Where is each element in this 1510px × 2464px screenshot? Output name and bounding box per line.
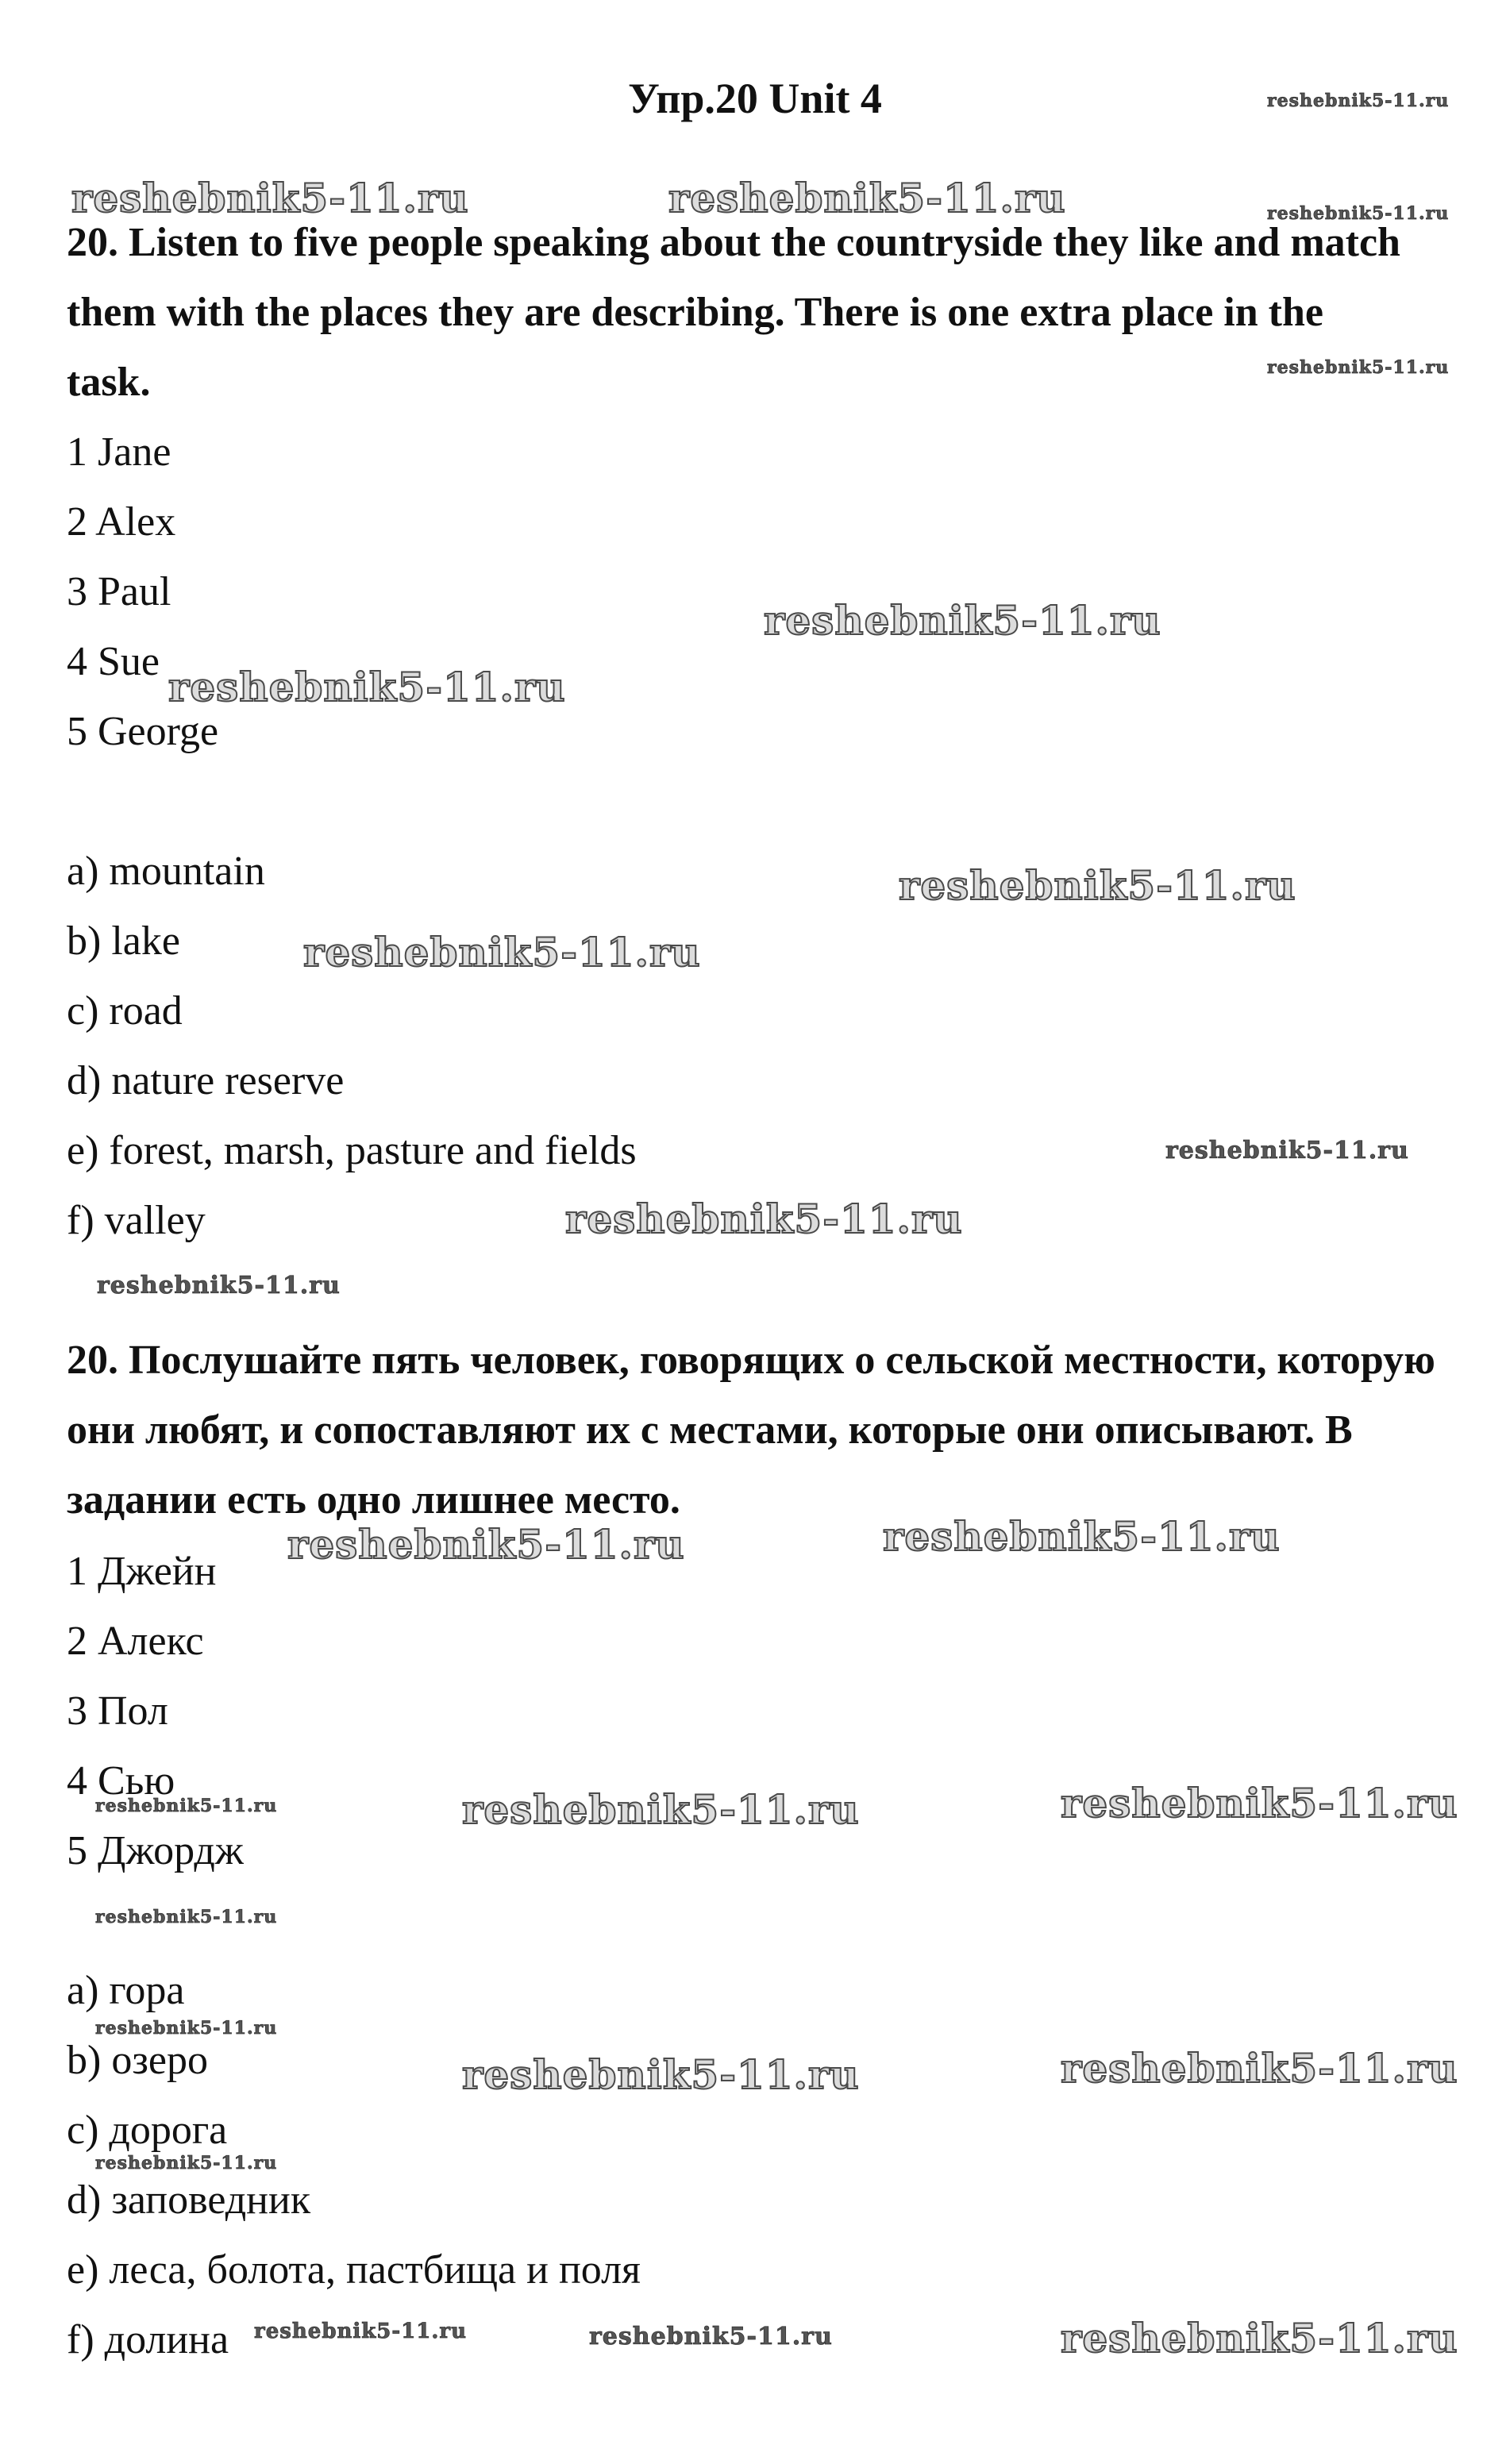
watermark: reshebnik5-11.ru [462, 1786, 860, 1833]
watermark: reshebnik5-11.ru [1267, 357, 1450, 378]
person-item: 2 Алекс [67, 1619, 204, 1664]
place-item: f) долина [67, 2317, 229, 2362]
place-item: a) гора [67, 1968, 185, 2013]
watermark: reshebnik5-11.ru [95, 2018, 278, 2039]
watermark: reshebnik5-11.ru [1061, 1780, 1458, 1827]
place-item: b) озеро [67, 2038, 208, 2083]
person-item: 5 Джордж [67, 1828, 244, 1873]
person-item: 1 Джейн [67, 1549, 217, 1594]
watermark: reshebnik5-11.ru [303, 929, 701, 976]
watermark: reshebnik5-11.ru [95, 1796, 278, 1816]
task-instruction-ru: 20. Послушайте пять человек, говорящих о сельской местности, которую они любят, и сопоставляют их с местами, которые они описывают. В задании есть одно лишнее место. [67, 1338, 1435, 1523]
watermark: reshebnik5-11.ru [565, 1195, 963, 1242]
person-item: 2 Alex [67, 499, 176, 545]
watermark: reshebnik5-11.ru [1061, 2315, 1458, 2362]
watermark: reshebnik5-11.ru [1165, 1137, 1409, 1165]
watermark: reshebnik5-11.ru [1061, 2045, 1458, 2092]
watermark: reshebnik5-11.ru [254, 2320, 468, 2343]
person-item: 1 Jane [67, 429, 171, 475]
place-item: d) заповедник [67, 2177, 311, 2223]
watermark: reshebnik5-11.ru [71, 175, 469, 221]
watermark: reshebnik5-11.ru [883, 1513, 1281, 1560]
place-item: c) дорога [67, 2108, 228, 2153]
watermark: reshebnik5-11.ru [462, 2051, 860, 2098]
place-item: a) mountain [67, 849, 265, 894]
person-item: 5 George [67, 709, 219, 754]
place-item: b) lake [67, 918, 180, 964]
watermark: reshebnik5-11.ru [287, 1521, 685, 1568]
person-item: 4 Sue [67, 639, 160, 684]
watermark: reshebnik5-11.ru [95, 1907, 278, 1927]
person-item: 3 Paul [67, 569, 171, 614]
watermark: reshebnik5-11.ru [764, 597, 1161, 644]
watermark: reshebnik5-11.ru [1267, 90, 1450, 111]
watermark: reshebnik5-11.ru [97, 1272, 341, 1299]
place-item: c) road [67, 988, 183, 1034]
watermark: reshebnik5-11.ru [95, 2153, 278, 2173]
watermark: reshebnik5-11.ru [589, 2323, 833, 2350]
watermark: reshebnik5-11.ru [668, 175, 1066, 221]
person-item: 3 Пол [67, 1688, 168, 1734]
watermark: reshebnik5-11.ru [168, 664, 566, 710]
watermark: reshebnik5-11.ru [899, 862, 1296, 909]
person-item: 4 Сью [67, 1758, 175, 1804]
task-instruction-en: 20. Listen to five people speaking about the countryside they like and match them with the places they are describing. There is one extra place in the task. [67, 220, 1400, 405]
place-item: d) nature reserve [67, 1058, 345, 1103]
page-title: Упр.20 Unit 4 [628, 75, 882, 122]
place-item: e) forest, marsh, pasture and fields [67, 1128, 637, 1173]
watermark: reshebnik5-11.ru [1267, 203, 1450, 224]
place-item: f) valley [67, 1198, 206, 1243]
place-item: e) леса, болота, пастбища и поля [67, 2247, 641, 2293]
